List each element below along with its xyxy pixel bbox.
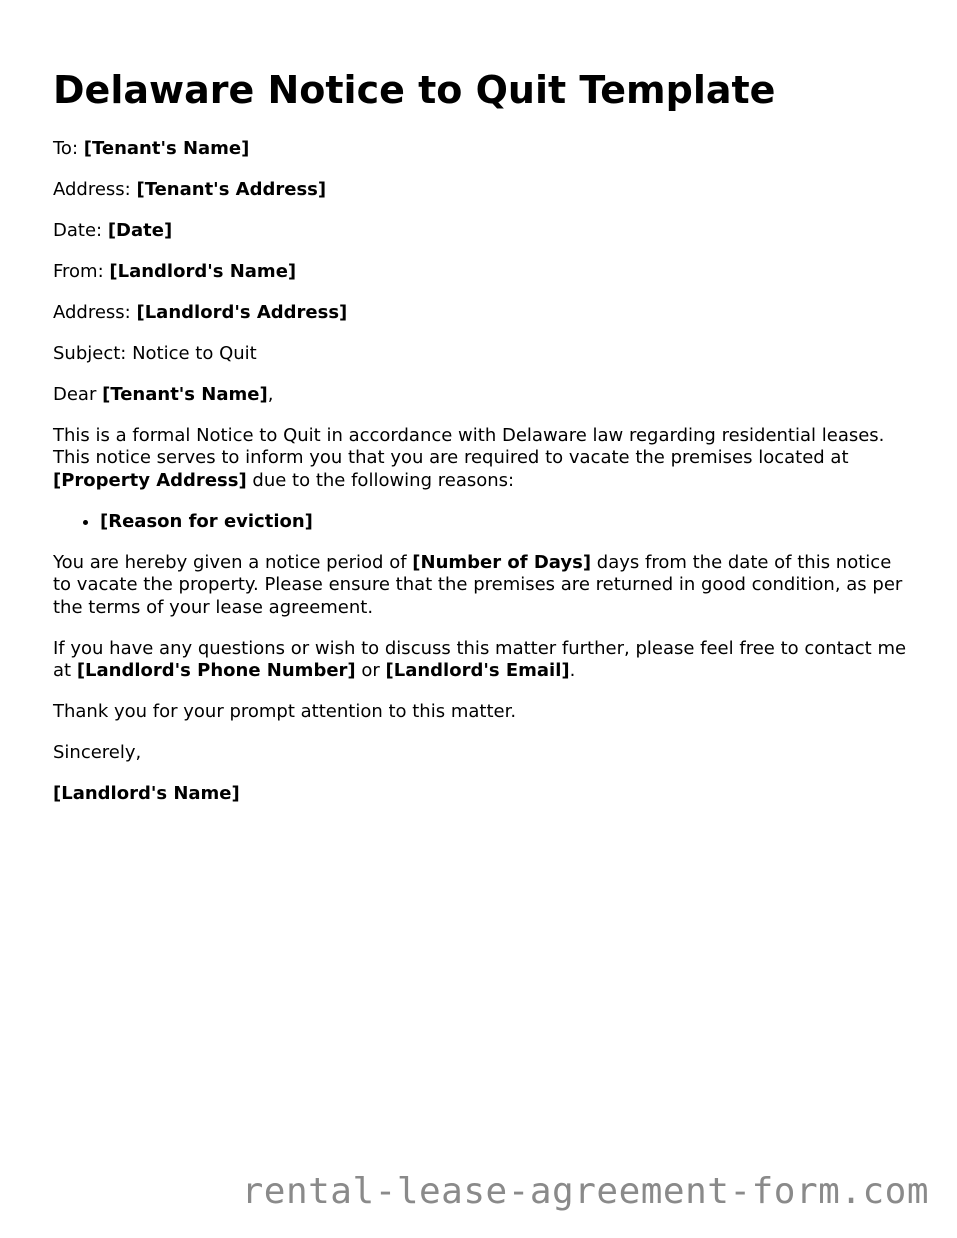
reasons-list <box>53 511 913 533</box>
date-placeholder: [Date] <box>107 220 173 241</box>
tenant-address-placeholder: [Tenant's Address] <box>136 179 327 200</box>
notice-period-paragraph <box>53 552 913 619</box>
landlord-address-line <box>53 302 913 324</box>
salutation-name: [Tenant's Name] <box>102 384 268 405</box>
closing-line: Sincerely, <box>53 742 142 764</box>
date-label: Date: <box>53 220 108 241</box>
list-item <box>100 511 913 533</box>
landlord-address-placeholder: [Landlord's Address] <box>136 302 348 323</box>
notice-text-1: You are hereby given a notice period of <box>53 551 413 573</box>
contact-text-2: or <box>355 660 386 682</box>
contact-text-1: If you have any questions or wish to discuss this matter further, please feel free to contact me at <box>53 637 907 682</box>
notice-text-2: days from the date of this notice to vacate the property. Please ensure that the premises are returned in good condition, as per the terms of your lease agreement. <box>53 551 903 618</box>
to-line <box>53 138 913 160</box>
subject-line: Subject: Notice to Quit <box>53 343 257 364</box>
phone-placeholder: [Landlord's Phone Number] <box>76 660 356 682</box>
watermark-text: rental-lease-agreement-form.com <box>241 1171 929 1212</box>
intro-text-2: due to the following reasons: <box>246 469 515 491</box>
reason-placeholder: [Reason for eviction] <box>100 510 313 532</box>
signature-placeholder: [Landlord's Name] <box>53 783 240 805</box>
contact-paragraph <box>53 638 913 683</box>
salutation-suffix: , <box>267 384 274 405</box>
to-label: To: <box>53 138 84 159</box>
from-label: From: <box>53 261 110 282</box>
landlord-address-label: Address: <box>53 302 137 323</box>
date-line <box>53 220 913 242</box>
signature-line <box>53 783 913 805</box>
contact-text-3: . <box>569 660 576 682</box>
intro-text-1: This is a formal Notice to Quit in accordance with Delaware law regarding residential leases. This notice serves to inform you that you are required to vacate the premises located at <box>53 425 885 469</box>
thanks-line: Thank you for your prompt attention to this matter. <box>53 701 517 723</box>
salutation <box>53 384 913 406</box>
intro-paragraph <box>53 425 913 492</box>
from-line <box>53 261 913 283</box>
email-placeholder: [Landlord's Email] <box>385 660 570 682</box>
salutation-prefix: Dear <box>53 384 103 405</box>
tenant-name-placeholder: [Tenant's Name] <box>83 138 250 159</box>
tenant-address-label: Address: <box>53 179 137 200</box>
page-title: Delaware Notice to Quit Template <box>53 68 776 112</box>
landlord-name-placeholder: [Landlord's Name] <box>109 261 297 282</box>
property-address-placeholder: [Property Address] <box>53 469 247 491</box>
letter-body <box>53 138 913 824</box>
tenant-address-line <box>53 179 913 201</box>
days-placeholder: [Number of Days] <box>412 551 592 573</box>
